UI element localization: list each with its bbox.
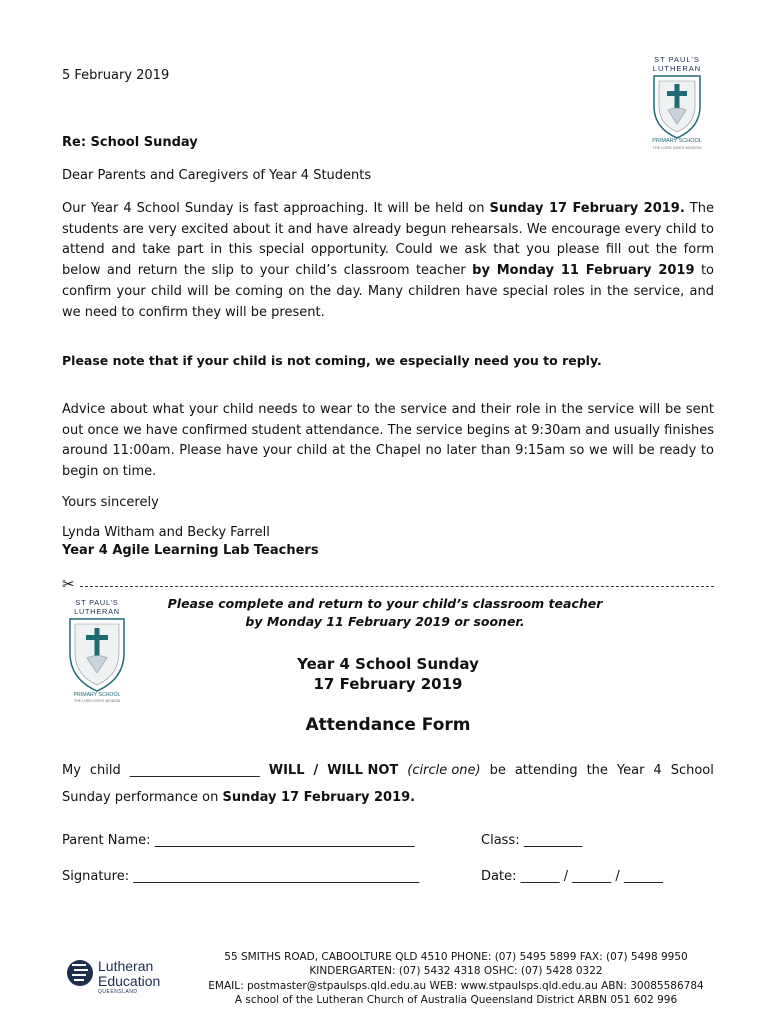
footer-phones: KINDERGARTEN: (07) 5432 4318 OSHC: (07) 5428 0322	[309, 965, 603, 978]
word: child	[89, 763, 121, 778]
form-title-line2: 17 February 2019	[313, 675, 463, 693]
word: the	[586, 763, 608, 778]
logo-text-line1: ST PAUL’S	[654, 55, 700, 64]
date-field[interactable]: Date: ______ / ______ / ______	[481, 869, 663, 884]
logo-form-motto: THE LORD GIVES WISDOM	[73, 699, 121, 703]
school-logo-form	[66, 597, 128, 703]
footer-affiliation: A school of the Lutheran Church of Australia Queensland District ARBN 051 602 996	[234, 994, 678, 1007]
statement-date: Sunday 17 February 2019.	[222, 790, 416, 805]
letter-subject: Re: School Sunday	[62, 135, 198, 150]
form-title	[200, 654, 576, 694]
dashed-divider	[80, 586, 714, 587]
para1-text-c: The students are very excited about it and have already begun rehearsals. We encourage every child to attend and take part in this special opportunity. Could we ask that you please fill out the form below and return the slip to your child’s classroom teacher	[62, 201, 714, 279]
word: attending	[514, 763, 578, 778]
school-logo	[634, 54, 720, 150]
word: be	[489, 763, 506, 778]
will-option[interactable]: WILL	[268, 763, 305, 778]
logo-text-line2: LUTHERAN	[652, 64, 702, 73]
reply-note: Please note that if your child is not coming, we especially need you to reply.	[62, 353, 602, 368]
letter-salutation: Dear Parents and Caregivers of Year 4 Students	[62, 168, 372, 183]
form-instruction-line2: by Monday 11 February 2019 or sooner.	[245, 614, 525, 629]
footer-address: 55 SMITHS ROAD, CABOOLTURE QLD 4510 PHONE: (07) 5495 5899 FAX: (07) 5498 9950	[224, 951, 688, 963]
word: School	[670, 763, 714, 778]
logo-form-text-line1: ST PAUL’S	[75, 598, 119, 607]
circle-one-hint: (circle one)	[407, 763, 481, 778]
letter-paragraph-2: Advice about what your child needs to wear to the service and their role in the service will be sent out once we have confirmed student attendance. The service begins at 9:30am and usually finishes around 11:00am. Please have your child at the Chapel no later than 9:15am so we will be ready to begin on time.	[62, 402, 714, 480]
brand-line1: Lutheran	[98, 958, 154, 974]
attendance-statement	[62, 763, 714, 778]
child-name-blank[interactable]: ____________________	[129, 763, 260, 778]
option-separator: /	[313, 763, 319, 778]
signature-field[interactable]: Signature: ____________________________________________	[62, 869, 420, 884]
form-title-line1: Year 4 School Sunday	[297, 655, 479, 673]
lutheran-education-logo	[66, 955, 176, 995]
brand-line3: QUEENSLAND	[98, 989, 138, 995]
letter-closing: Yours sincerely	[62, 495, 159, 510]
parent-name-field[interactable]: Parent Name: ________________________________________	[62, 833, 415, 848]
logo-form-arc-text: PRIMARY SCHOOL	[73, 692, 121, 698]
logo-motto: THE LORD GIVES WISDOM	[652, 146, 702, 150]
word: My	[62, 763, 81, 778]
brand-line2: Education	[98, 973, 161, 989]
cut-line	[62, 577, 714, 593]
para1-deadline: by Monday 11 February 2019	[472, 263, 695, 279]
word: 4	[653, 763, 662, 778]
letter-date: 5 February 2019	[62, 68, 170, 83]
letter-paragraph-1	[62, 199, 714, 323]
para1-event-date: Sunday 17 February 2019.	[489, 201, 685, 216]
footer-email-web: EMAIL: postmaster@stpaulsps.qld.edu.au WEB: www.stpaulsps.qld.edu.au ABN: 30085586784	[208, 979, 704, 992]
scissors-icon: ✂	[62, 575, 75, 593]
word: Year	[616, 763, 645, 778]
signatory-names: Lynda Witham and Becky Farrell	[62, 525, 270, 540]
para1-text-e: to confirm your child will be coming on the day. Many children have special roles in the service, and we need to confirm they will be present.	[62, 263, 714, 320]
footer-contact	[196, 950, 716, 1008]
logo-form-text-line2: LUTHERAN	[74, 607, 120, 616]
para1-text-a: Our Year 4 School Sunday is fast approaching. It will be held on	[62, 201, 490, 216]
statement-text: Sunday performance on	[62, 790, 223, 805]
form-instruction-line1: Please complete and return to your child’s classroom teacher	[167, 596, 603, 611]
signatory-title: Year 4 Agile Learning Lab Teachers	[62, 543, 319, 558]
class-field[interactable]: Class: _________	[481, 833, 583, 848]
form-subtitle: Attendance Form	[305, 715, 471, 735]
logo-arc-text: PRIMARY SCHOOL	[652, 138, 702, 144]
will-not-option[interactable]: WILL NOT	[327, 763, 399, 778]
form-instruction	[150, 595, 620, 631]
attendance-statement-line2	[62, 790, 415, 805]
